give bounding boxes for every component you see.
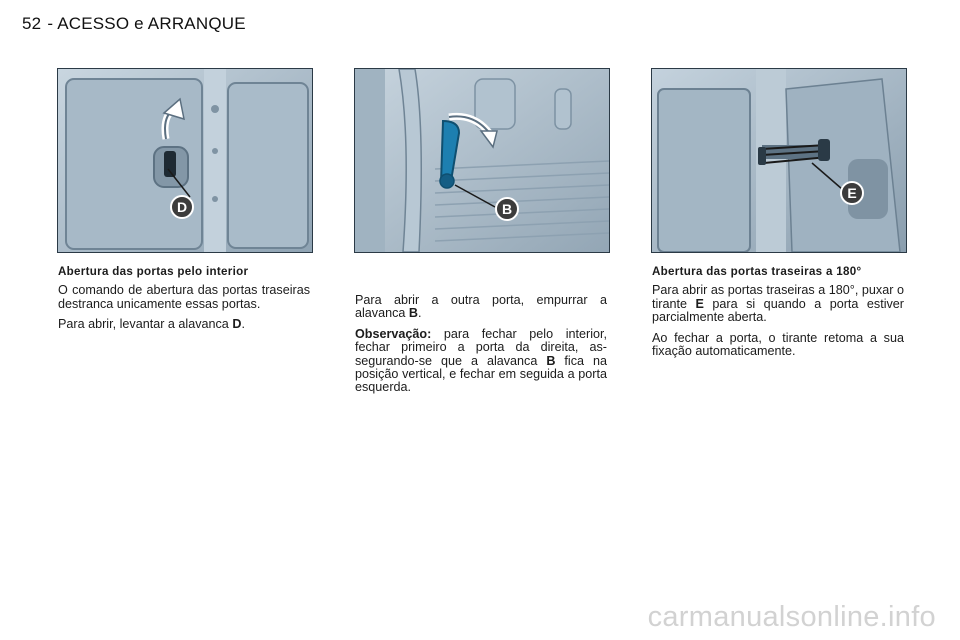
paragraph-command-description: O comando de abertura das portas traseiras destranca unicamente essas portas. [58, 283, 310, 311]
text-lift-lever: Para abrir, levantar a alavanca [58, 317, 233, 332]
note-label: Observação: [355, 326, 432, 341]
page-title: ACESSO e ARRANQUE [57, 14, 246, 33]
page-header [22, 14, 246, 34]
text-pull-strap-end: para si quando a porta estiver parcialmente aberta. [652, 296, 904, 325]
callout-b: B [501, 201, 513, 217]
figure-door-lever-d [57, 68, 313, 253]
column-other-door [355, 294, 607, 402]
page-number: 52 [22, 14, 42, 33]
ref-d: D [232, 317, 242, 332]
paragraph-push-lever [355, 294, 607, 321]
column-180-opening [652, 265, 904, 365]
note-text-1: para fechar pelo interior, fechar primeiro a porta da direita, assegurando-se que a alavanca [355, 326, 607, 368]
heading-180-opening: Abertura das portas traseiras a 180° [652, 265, 862, 278]
ref-b: B [408, 306, 419, 321]
callout-d: D [176, 199, 188, 215]
note-text-2: fica na posição vertical, e fechar em seguida a porta esquerda. [355, 353, 607, 395]
figure-lever-b [354, 68, 610, 253]
ref-e: E [695, 296, 704, 311]
figure-strap-e [651, 68, 907, 253]
paragraph-note [355, 328, 607, 395]
header-separator: - [47, 14, 54, 33]
paragraph-lift-lever [58, 318, 310, 331]
column-interior-opening [58, 265, 310, 339]
heading-interior-opening: Abertura das portas pelo interior [58, 265, 249, 278]
text-period: . [418, 306, 422, 321]
text-period: . [241, 317, 245, 332]
paragraph-pull-strap [652, 284, 904, 324]
callout-e: E [847, 185, 857, 201]
paragraph-closing: Ao fechar a porta, o tirante retoma a sua fixação automaticamente. [652, 330, 904, 359]
ref-b-note: B [546, 353, 556, 368]
text-push-lever: Para abrir a outra porta, empurrar a alavanca [355, 293, 607, 321]
watermark: carmanualsonline.info [647, 601, 936, 633]
text-pull-strap: Para abrir as portas traseiras a 180°, puxar o tirante [652, 283, 904, 311]
